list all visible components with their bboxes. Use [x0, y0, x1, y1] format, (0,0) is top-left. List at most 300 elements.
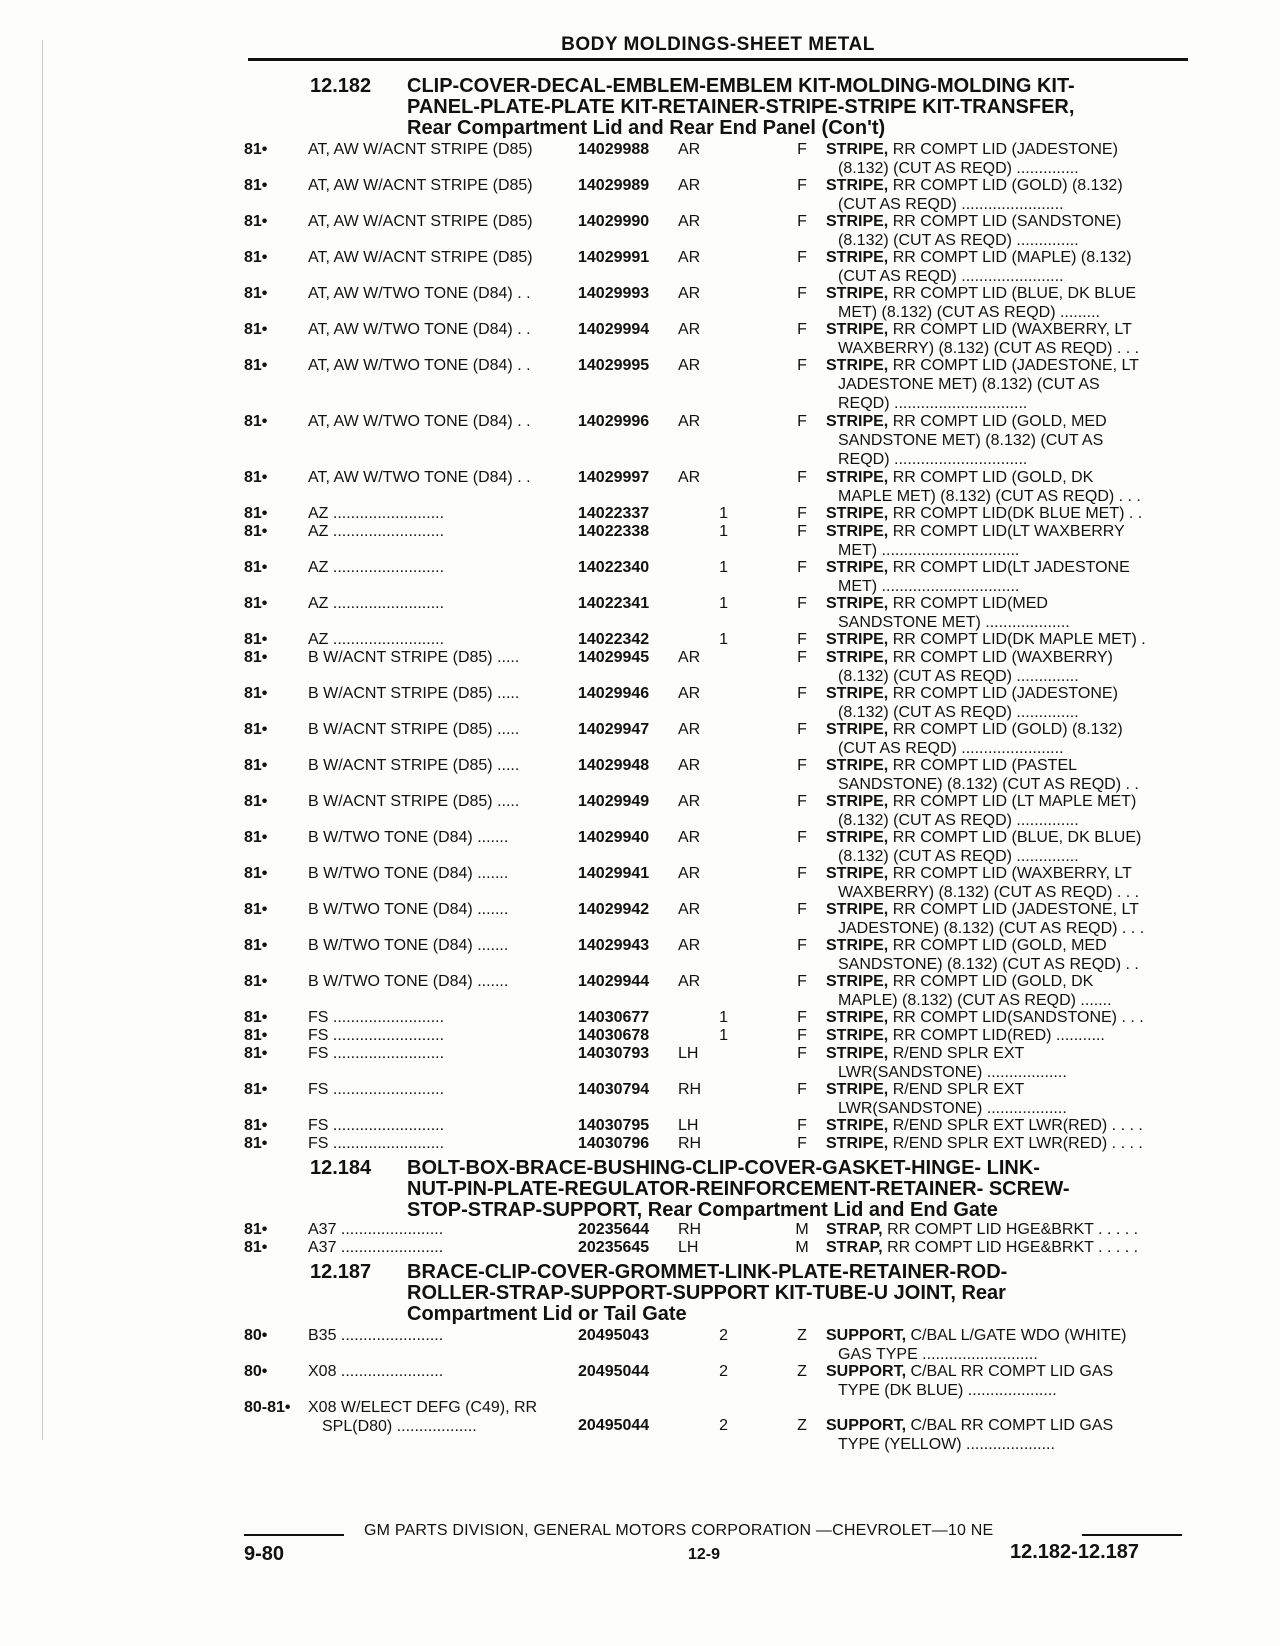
description-continuation: SANDSTONE) (8.132) (CUT AS REQD) . . — [838, 776, 1139, 793]
description-line — [826, 720, 1192, 739]
model-year: 81• — [244, 357, 268, 374]
description-text: RR COMPT LID(DK BLUE MET) . . — [892, 505, 1143, 522]
model-year: 81• — [244, 1045, 268, 1062]
part-description — [826, 936, 1192, 974]
source-code: F — [797, 757, 807, 774]
description-continuation: (CUT AS REQD) ....................... — [838, 196, 1064, 213]
model-text-cont: SPL(D80) .................. — [322, 1418, 477, 1435]
model-year: 81• — [244, 1081, 268, 1098]
description-text: RR COMPT LID (BLUE, DK BLUE) — [892, 829, 1142, 846]
model-year: 81• — [244, 523, 268, 540]
source-code: F — [797, 649, 807, 666]
part-description — [826, 1134, 1192, 1153]
model-year: 80• — [244, 1327, 268, 1344]
model-text: AZ ......................... — [308, 595, 445, 612]
description-continuation: JADESTONE MET) (8.132) (CUT AS — [838, 376, 1100, 393]
description-continuation: WAXBERRY) (8.132) (CUT AS REQD) . . . — [838, 340, 1140, 357]
model-description — [308, 140, 566, 159]
source-code: F — [797, 285, 807, 302]
part-number: 14022338 — [578, 523, 650, 540]
description-line — [826, 212, 1192, 231]
model-description — [308, 936, 566, 955]
model-text: AT, AW W/ACNT STRIPE (D85) — [308, 213, 533, 230]
section-number: 12.187 — [310, 1261, 372, 1283]
model-text: B W/TWO TONE (D84) ....... — [308, 973, 509, 990]
source-code: F — [797, 1045, 807, 1062]
part-name: STRIPE, — [826, 1117, 889, 1134]
quantity: AR — [678, 685, 701, 702]
footer-rule-right — [1082, 1534, 1182, 1536]
model-year: 81• — [244, 973, 268, 990]
model-text: FS ......................... — [308, 1027, 445, 1044]
description-line — [826, 1416, 1192, 1435]
model-year: 81• — [244, 213, 268, 230]
model-text: FS ......................... — [308, 1045, 445, 1062]
description-continuation: LWR(SANDSTONE) .................. — [838, 1064, 1067, 1081]
source-code: F — [797, 177, 807, 194]
model-text: AT, AW W/ACNT STRIPE (D85) — [308, 141, 533, 158]
description-text: RR COMPT LID(DK MAPLE MET) . — [892, 631, 1146, 648]
source-code: F — [797, 1081, 807, 1098]
description-line — [826, 1080, 1192, 1099]
model-description — [308, 630, 566, 649]
section-heading — [310, 1158, 1190, 1221]
description-line — [826, 594, 1192, 613]
model-description — [308, 1220, 566, 1239]
quantity: AR — [678, 901, 701, 918]
part-description — [826, 900, 1192, 938]
description-continuation: (8.132) (CUT AS REQD) .............. — [838, 704, 1079, 721]
quantity: LH — [678, 1117, 699, 1134]
part-number: 14029945 — [578, 649, 650, 666]
model-text: X08 W/ELECT DEFG (C49), RR — [308, 1399, 538, 1416]
model-year: 81• — [244, 505, 268, 522]
source-code: F — [797, 1027, 807, 1044]
model-description — [308, 1134, 566, 1153]
part-description — [826, 522, 1192, 560]
description-continuation: SANDSTONE) (8.132) (CUT AS REQD) . . — [838, 956, 1139, 973]
source-code: F — [797, 469, 807, 486]
description-continuation: SANDSTONE MET) ................... — [838, 614, 1070, 631]
part-name: STRIPE, — [826, 901, 889, 918]
part-description — [826, 828, 1192, 866]
part-number: 14030794 — [578, 1081, 650, 1098]
source-code: Z — [797, 1327, 807, 1344]
quantity: RH — [678, 1135, 702, 1152]
description-text: RR COMPT LID (JADESTONE) — [892, 685, 1118, 702]
description-continuation: REQD) .............................. — [838, 451, 1028, 468]
part-name: STRIPE, — [826, 213, 889, 230]
model-description — [308, 1026, 566, 1045]
section-number: 12.184 — [310, 1157, 372, 1179]
model-description — [308, 1362, 566, 1381]
description-line — [826, 630, 1192, 649]
part-number: 14022342 — [578, 631, 650, 648]
source-code: F — [797, 937, 807, 954]
model-text: AZ ......................... — [308, 505, 445, 522]
description-continuation: (8.132) (CUT AS REQD) .............. — [838, 812, 1079, 829]
quantity: 1 — [719, 1009, 728, 1026]
description-text: RR COMPT LID (WAXBERRY) — [892, 649, 1113, 666]
model-text: AZ ......................... — [308, 559, 445, 576]
model-year: 81• — [244, 829, 268, 846]
description-line — [826, 864, 1192, 883]
model-description — [308, 176, 566, 195]
part-description — [826, 1416, 1192, 1454]
source-code: F — [797, 595, 807, 612]
part-number: 14029944 — [578, 973, 650, 990]
model-description — [308, 212, 566, 231]
part-name: STRIPE, — [826, 757, 889, 774]
model-year: 81• — [244, 685, 268, 702]
source-code: F — [797, 1135, 807, 1152]
part-name: SUPPORT, — [826, 1327, 907, 1344]
model-text: A37 ....................... — [308, 1239, 444, 1256]
model-text: AZ ......................... — [308, 631, 445, 648]
section-title-line: BOLT-BOX-BRACE-BUSHING-CLIP-COVER-GASKET-HINGE- LINK- — [407, 1157, 1040, 1179]
model-text: B W/TWO TONE (D84) ....... — [308, 829, 509, 846]
description-line — [826, 648, 1192, 667]
part-description — [826, 1044, 1192, 1082]
quantity: RH — [678, 1081, 702, 1098]
part-number: 14029949 — [578, 793, 650, 810]
description-continuation: (8.132) (CUT AS REQD) .............. — [838, 160, 1079, 177]
part-name: STRIPE, — [826, 249, 889, 266]
section-heading — [310, 76, 1190, 139]
part-name: STRAP, — [826, 1221, 883, 1238]
description-text: RR COMPT LID (GOLD, DK — [892, 973, 1094, 990]
description-text: RR COMPT LID (SANDSTONE) — [892, 213, 1122, 230]
model-text: B W/ACNT STRIPE (D85) ..... — [308, 757, 520, 774]
description-line — [826, 828, 1192, 847]
description-text: RR COMPT LID(LT WAXBERRY — [892, 523, 1125, 540]
quantity: AR — [678, 177, 701, 194]
part-description — [826, 1362, 1192, 1400]
description-continuation: SANDSTONE MET) (8.132) (CUT AS — [838, 432, 1104, 449]
source-code: F — [797, 213, 807, 230]
section-title-line: BRACE-CLIP-COVER-GROMMET-LINK-PLATE-RETAINER-ROD- — [407, 1261, 1008, 1283]
quantity: AR — [678, 721, 701, 738]
part-description — [826, 504, 1192, 523]
model-text: AT, AW W/TWO TONE (D84) . . — [308, 285, 531, 302]
description-line — [826, 1116, 1192, 1135]
part-description — [826, 176, 1192, 214]
section-number: 12.182 — [310, 75, 372, 97]
footer-page-number: 12-9 — [688, 1546, 721, 1563]
description-line — [826, 792, 1192, 811]
model-year: 81• — [244, 1117, 268, 1134]
part-name: STRIPE, — [826, 937, 889, 954]
part-name: STRIPE, — [826, 973, 889, 990]
model-text: AT, AW W/TWO TONE (D84) . . — [308, 413, 531, 430]
description-text: RR COMPT LID(MED — [892, 595, 1048, 612]
model-text: AT, AW W/TWO TONE (D84) . . — [308, 321, 531, 338]
part-name: STRIPE, — [826, 631, 889, 648]
part-number: 14029990 — [578, 213, 650, 230]
model-text: AT, AW W/TWO TONE (D84) . . — [308, 469, 531, 486]
quantity: RH — [678, 1221, 702, 1238]
quantity: AR — [678, 213, 701, 230]
description-line — [826, 1134, 1192, 1153]
model-description — [308, 720, 566, 739]
part-number: 14030796 — [578, 1135, 650, 1152]
model-description — [308, 320, 566, 339]
quantity: AR — [678, 865, 701, 882]
description-text: C/BAL RR COMPT LID GAS — [910, 1417, 1114, 1434]
source-code: F — [797, 1117, 807, 1134]
part-description — [826, 248, 1192, 286]
description-text: RR COMPT LID (GOLD, MED — [892, 937, 1107, 954]
description-line — [826, 504, 1192, 523]
description-text: R/END SPLR EXT — [892, 1045, 1025, 1062]
model-description — [308, 1044, 566, 1063]
part-description — [826, 594, 1192, 632]
part-name: STRIPE, — [826, 285, 889, 302]
section-heading — [310, 1262, 1190, 1325]
part-number: 20495044 — [578, 1363, 650, 1380]
model-year: 81• — [244, 595, 268, 612]
part-name: STRIPE, — [826, 685, 889, 702]
quantity: 2 — [719, 1363, 728, 1380]
part-name: SUPPORT, — [826, 1363, 907, 1380]
part-name: STRIPE, — [826, 523, 889, 540]
description-line — [826, 972, 1192, 991]
quantity: AR — [678, 357, 701, 374]
part-description — [826, 140, 1192, 178]
description-line — [826, 522, 1192, 541]
description-text: RR COMPT LID (WAXBERRY, LT — [892, 321, 1132, 338]
quantity: 2 — [719, 1327, 728, 1344]
quantity: AR — [678, 937, 701, 954]
description-continuation: MET) ............................... — [838, 578, 1020, 595]
section-title-line: STOP-STRAP-SUPPORT, Rear Compartment Lid and End Gate — [407, 1199, 998, 1221]
model-text: B W/ACNT STRIPE (D85) ..... — [308, 685, 520, 702]
part-description — [826, 468, 1192, 506]
part-number: 14022337 — [578, 505, 650, 522]
part-number: 14029993 — [578, 285, 650, 302]
page-title: BODY MOLDINGS-SHEET METAL — [561, 34, 875, 55]
part-description — [826, 756, 1192, 794]
model-text: FS ......................... — [308, 1135, 445, 1152]
part-name: STRIPE, — [826, 469, 889, 486]
footer-section-range: 12.182-12.187 — [1010, 1541, 1140, 1563]
part-number: 14029996 — [578, 413, 650, 430]
description-line — [826, 936, 1192, 955]
description-text: RR COMPT LID (GOLD, DK — [892, 469, 1094, 486]
section-title-line: CLIP-COVER-DECAL-EMBLEM-EMBLEM KIT-MOLDING-MOLDING KIT- — [407, 75, 1075, 97]
description-line — [826, 684, 1192, 703]
part-name: STRIPE, — [826, 559, 889, 576]
part-name: STRIPE, — [826, 505, 889, 522]
model-description — [308, 648, 566, 667]
description-continuation: MAPLE MET) (8.132) (CUT AS REQD) . . . — [838, 488, 1141, 505]
section-title-line: Rear Compartment Lid and Rear End Panel (Con't) — [407, 117, 886, 139]
part-number: 14029997 — [578, 469, 650, 486]
source-code: F — [797, 523, 807, 540]
description-continuation: LWR(SANDSTONE) .................. — [838, 1100, 1067, 1117]
part-number: 20495043 — [578, 1327, 650, 1344]
part-name: STRIPE, — [826, 1009, 889, 1026]
part-name: STRIPE, — [826, 595, 889, 612]
quantity: AR — [678, 649, 701, 666]
part-number: 14029942 — [578, 901, 650, 918]
part-number: 14029994 — [578, 321, 650, 338]
part-description — [826, 1116, 1192, 1135]
footer-date: 9-80 — [244, 1543, 285, 1565]
description-text: RR COMPT LID (JADESTONE, LT — [892, 901, 1139, 918]
part-name: STRIPE, — [826, 1081, 889, 1098]
model-text: AT, AW W/ACNT STRIPE (D85) — [308, 177, 533, 194]
description-line — [826, 1326, 1192, 1345]
model-description — [308, 792, 566, 811]
source-code: F — [797, 631, 807, 648]
part-number: 14029991 — [578, 249, 650, 266]
part-description — [826, 284, 1192, 322]
model-description — [308, 248, 566, 267]
part-description — [826, 1326, 1192, 1364]
part-name: STRIPE, — [826, 721, 889, 738]
part-description — [826, 1080, 1192, 1118]
source-code: F — [797, 901, 807, 918]
quantity: 1 — [719, 559, 728, 576]
part-number: 14030677 — [578, 1009, 650, 1026]
section-title-line: ROLLER-STRAP-SUPPORT-SUPPORT KIT-TUBE-U JOINT, Rear — [407, 1282, 1006, 1304]
part-name: SUPPORT, — [826, 1417, 907, 1434]
description-continuation: TYPE (YELLOW) .................... — [838, 1436, 1055, 1453]
model-year: 81• — [244, 901, 268, 918]
section-title-line: Compartment Lid or Tail Gate — [407, 1303, 687, 1325]
model-year: 81• — [244, 285, 268, 302]
model-description — [308, 558, 566, 577]
model-year: 81• — [244, 631, 268, 648]
description-line — [826, 140, 1192, 159]
model-year: 81• — [244, 757, 268, 774]
source-code: F — [797, 1009, 807, 1026]
source-code: F — [797, 829, 807, 846]
model-text: FS ......................... — [308, 1009, 445, 1026]
model-year: 81• — [244, 559, 268, 576]
description-text: R/END SPLR EXT LWR(RED) . . . . — [892, 1135, 1143, 1152]
description-text: R/END SPLR EXT LWR(RED) . . . . — [892, 1117, 1143, 1134]
description-continuation: MET) ............................... — [838, 542, 1020, 559]
quantity: AR — [678, 285, 701, 302]
model-description — [308, 1008, 566, 1027]
title-rule — [248, 58, 1188, 61]
description-text: RR COMPT LID (JADESTONE, LT — [892, 357, 1139, 374]
quantity: AR — [678, 973, 701, 990]
part-name: STRIPE, — [826, 793, 889, 810]
source-code: F — [797, 685, 807, 702]
description-line — [826, 1238, 1192, 1257]
quantity: 1 — [719, 523, 728, 540]
description-line — [826, 176, 1192, 195]
model-year: 81• — [244, 793, 268, 810]
model-description — [308, 412, 566, 431]
model-description — [308, 522, 566, 541]
model-year: 81• — [244, 1239, 268, 1256]
part-number: 14029988 — [578, 141, 650, 158]
part-number: 20495044 — [578, 1417, 650, 1434]
part-number: 14029995 — [578, 357, 650, 374]
source-code: F — [797, 721, 807, 738]
part-number: 20235645 — [578, 1239, 650, 1256]
description-text: RR COMPT LID (GOLD) (8.132) — [892, 177, 1123, 194]
description-continuation: REQD) .............................. — [838, 395, 1028, 412]
model-description — [308, 284, 566, 303]
model-text: FS ......................... — [308, 1117, 445, 1134]
source-code: Z — [797, 1417, 807, 1434]
part-description — [826, 1026, 1192, 1045]
model-description — [308, 1326, 566, 1345]
part-name: STRIPE, — [826, 1045, 889, 1062]
model-description — [308, 828, 566, 847]
description-line — [826, 248, 1192, 267]
part-name: STRIPE, — [826, 141, 889, 158]
model-year: 80• — [244, 1363, 268, 1380]
model-text: AT, AW W/TWO TONE (D84) . . — [308, 357, 531, 374]
description-text: RR COMPT LID (WAXBERRY, LT — [892, 865, 1132, 882]
part-name: STRIPE, — [826, 321, 889, 338]
description-text: C/BAL RR COMPT LID GAS — [910, 1363, 1114, 1380]
model-year: 81• — [244, 865, 268, 882]
description-text: RR COMPT LID HGE&BRKT . . . . . — [887, 1239, 1139, 1256]
part-description — [826, 864, 1192, 902]
model-description — [308, 1116, 566, 1135]
description-continuation: (8.132) (CUT AS REQD) .............. — [838, 848, 1079, 865]
part-description — [826, 320, 1192, 358]
source-code: F — [797, 505, 807, 522]
quantity: 1 — [719, 1027, 728, 1044]
model-description — [308, 504, 566, 523]
model-description — [308, 1238, 566, 1257]
description-line — [826, 1044, 1192, 1063]
description-line — [826, 284, 1192, 303]
part-name: STRIPE, — [826, 1027, 889, 1044]
description-text: RR COMPT LID (GOLD) (8.132) — [892, 721, 1123, 738]
description-line — [826, 1008, 1192, 1027]
part-number: 20235644 — [578, 1221, 650, 1238]
description-continuation: (8.132) (CUT AS REQD) .............. — [838, 668, 1079, 685]
section-title — [407, 76, 1197, 139]
description-line — [826, 412, 1192, 431]
model-year: 81• — [244, 413, 268, 430]
description-text: RR COMPT LID (JADESTONE) — [892, 141, 1118, 158]
description-continuation: (CUT AS REQD) ....................... — [838, 740, 1064, 757]
model-year: 81• — [244, 321, 268, 338]
description-line — [826, 756, 1192, 775]
description-text: RR COMPT LID(LT JADESTONE — [892, 559, 1130, 576]
source-code: F — [797, 559, 807, 576]
part-name: STRIPE, — [826, 829, 889, 846]
model-year: 81• — [244, 141, 268, 158]
source-code: F — [797, 249, 807, 266]
description-continuation: (8.132) (CUT AS REQD) .............. — [838, 232, 1079, 249]
model-year: 81• — [244, 1135, 268, 1152]
part-number: 14030678 — [578, 1027, 650, 1044]
description-continuation: JADESTONE) (8.132) (CUT AS REQD) . . . — [838, 920, 1145, 937]
model-text: AT, AW W/ACNT STRIPE (D85) — [308, 249, 533, 266]
section-title — [407, 1158, 1197, 1221]
model-text: AZ ......................... — [308, 523, 445, 540]
description-line — [826, 320, 1192, 339]
part-description — [826, 1220, 1192, 1239]
model-description — [308, 594, 566, 613]
part-number: 14029941 — [578, 865, 650, 882]
model-text: B W/TWO TONE (D84) ....... — [308, 937, 509, 954]
part-name: STRIPE, — [826, 865, 889, 882]
quantity: AR — [678, 413, 701, 430]
part-description — [826, 356, 1192, 413]
